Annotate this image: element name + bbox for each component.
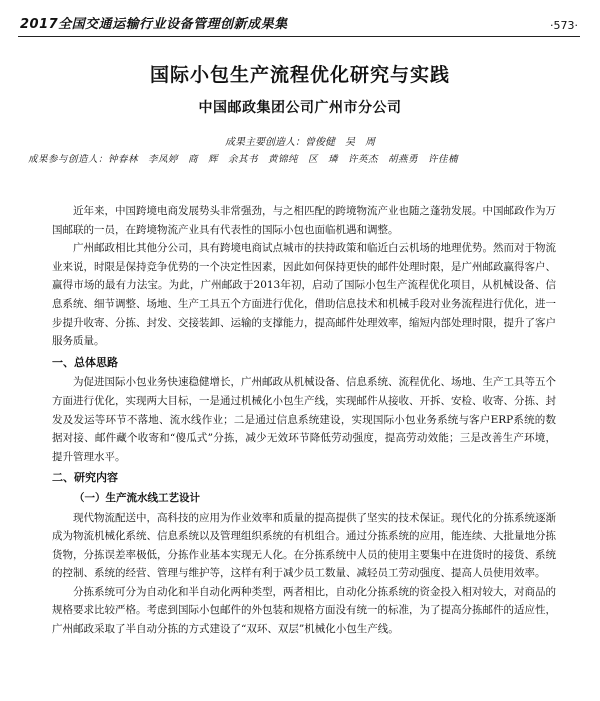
- intro-paragraph: 广州邮政相比其他分公司，具有跨境电商试点城市的扶持政策和临近白云机场的地理优势。然而对于物流业来说，时限是保持竞争优势的一个决定性因素，因此如何保持更快的邮件处理时限，是广州邮政赢得客户、赢得市场的最有力法宝。为此，广州邮政于2013年初，启动了国际小包生产流程优化项目，从机械设备、信息系统、细节调整、场地、生产工具五个方面进行优化，借助信息技术和机械手段对业务流程进行优化，进一步提升收寄、分拣、封发、交接装卸、运输的支撑能力，提高邮件处理效率，缩短内部处理时限，提升了客户服务质量。: [52, 242, 556, 348]
- article-body: [52, 202, 556, 639]
- intro-paragraph: 近年来，中国跨境电商发展势头非常强劲，与之相匹配的跨境物流产业也随之蓬勃发展。中国邮政作为万国邮联的一员，在跨境物流产业具有代表性的国际小包也面临机遇和调整。: [52, 205, 556, 236]
- page-number: ·573·: [550, 19, 578, 32]
- journal-title: 2017全国交通运输行业设备管理创新成果集: [20, 17, 288, 32]
- section-paragraph: 为促进国际小包业务快速稳健增长，广州邮政从机械设备、信息系统、流程优化、场地、生产工具等五个方面进行优化，实现两大目标，一是通过机械化小包生产线，实现邮件从接收、开拆、安检、收寄、分拣、封发及发运等环节不落地、流水线作业；二是通过信息系统建设，实现国际小包业务系统与客户ERP系统的数据对接、邮件藏个收寄和“傻瓜式”分拣，减少无效环节降低劳动强度，提高劳动效能；三是改善生产环境，提升管理水平。: [52, 376, 556, 463]
- running-header: [20, 10, 578, 32]
- section-heading-research: 二、研究内容: [52, 471, 118, 485]
- lead-creators: 成果主要创造人：曾俊健 吴 周: [225, 137, 375, 148]
- header-rule: [18, 36, 580, 37]
- subsection-heading: （一）生产流水线工艺设计: [74, 491, 200, 504]
- section-paragraph: 分拣系统可分为自动化和半自动化两种类型，两者相比，自动化分拣系统的资金投入相对较大，对商品的规格要求比较严格。考虑到国际小包邮件的外包装和规格方面没有统一的标准，为了提高分拣邮件的适应性，广州邮政采取了半自动分拣的方式建设了“双环、双层”机械化小包生产线。: [52, 585, 556, 636]
- participant-creators: 成果参与创造人：钟春林 李凤婷 商 辉 余其书 黄锦纯 区 璘 许英杰 胡燕勇 许佳楠: [28, 154, 459, 165]
- section-heading-overall: 一、总体思路: [52, 355, 118, 369]
- article-title: 国际小包生产流程优化研究与实践: [149, 64, 450, 86]
- section-paragraph: 现代物流配送中，高科技的应用为作业效率和质量的提高提供了坚实的技术保证。现代化的分拣系统逐渐成为物流机械化系统、信息系统以及管理组织系统的有机组合。通过分拣系统的应用，能连续、大批量地分拣货物，分拣误差率极低，分拣作业基本实现无人化。在分拣系统中人员的使用主要集中在进货时的接货、系统的控制、系统的经营、管理与维护等，这样有利于减少员工数量、减轻员工劳动强度、提高人员使用效率。: [52, 511, 556, 580]
- organization-name: 中国邮政集团公司广州市分公司: [198, 100, 402, 116]
